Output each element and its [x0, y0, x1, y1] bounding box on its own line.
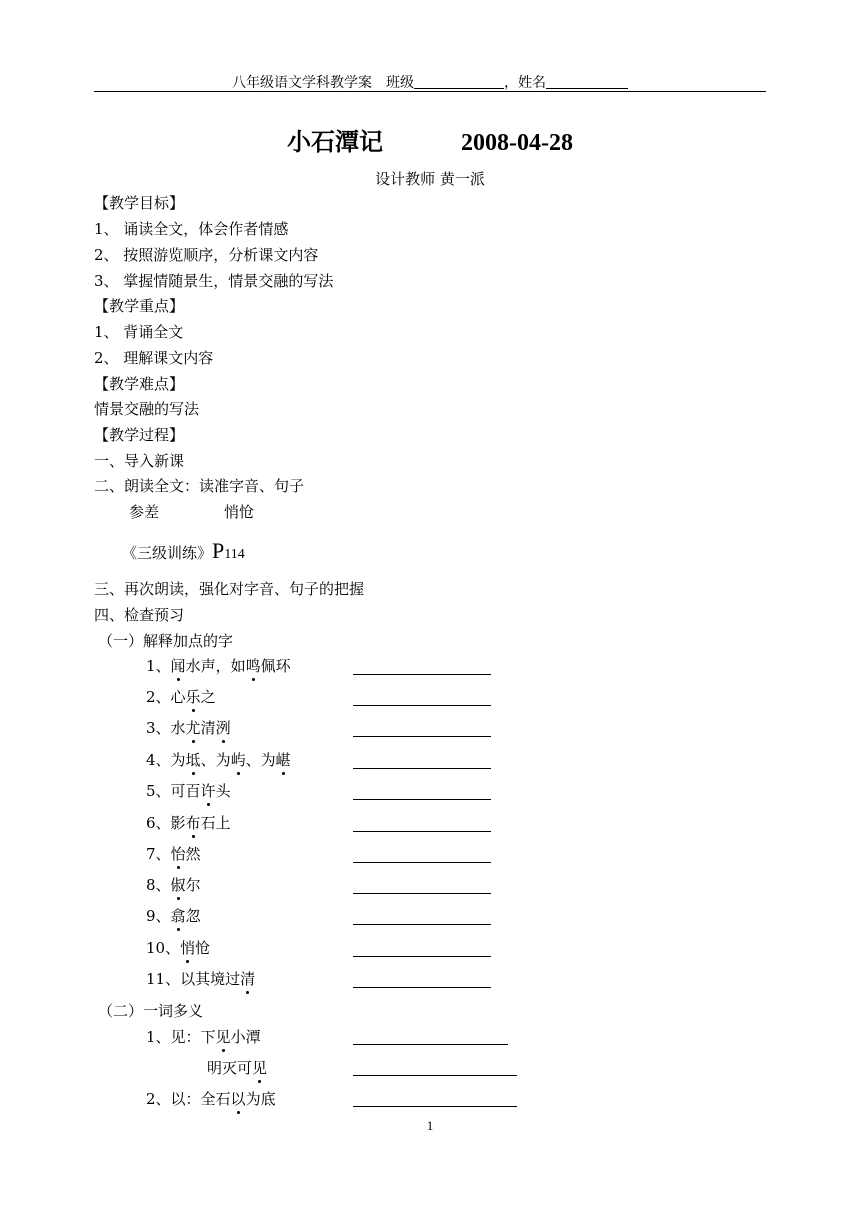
sub-heading-explain: （一）解释加点的字 [98, 632, 234, 650]
exercise-item: 2、心乐之 [146, 688, 216, 706]
exercise-item: 1、闻水声，如鸣佩环 [146, 657, 291, 675]
answer-line[interactable] [353, 1075, 517, 1076]
goal-item: 1、 诵读全文，体会作者情感 [94, 220, 289, 238]
answer-line[interactable] [353, 674, 491, 675]
difficult-heading: 【教学难点】 [94, 375, 185, 393]
answer-line[interactable] [353, 862, 491, 863]
page-number: 1 [426, 1118, 434, 1133]
answer-line[interactable] [353, 1044, 508, 1045]
answer-line[interactable] [353, 893, 491, 894]
reference-line [122, 538, 245, 565]
exercise-item: 10、悄怆 [146, 939, 211, 957]
difficult-text: 情景交融的写法 [94, 400, 200, 418]
step-reading: 二、朗读全文：读准字音、句子 [94, 477, 305, 495]
step-reread: 三、再次朗读，强化对字音、句子的把握 [94, 580, 365, 598]
key-item: 1、 背诵全文 [94, 323, 184, 341]
exercise-item: 4、为坻、为屿、为嵁 [146, 751, 291, 769]
process-heading: 【教学过程】 [94, 426, 185, 444]
header-mid: ，姓名 [504, 75, 546, 91]
page-title [0, 122, 860, 157]
word-cencī: 参差 [129, 503, 160, 521]
reference-book: 《三级训练》 [122, 544, 213, 562]
exercise-item: 9、翕忽 [146, 907, 201, 925]
exercise-item: 6、影布石上 [146, 814, 231, 832]
exercise-item: 11、以其境过清 [146, 970, 256, 988]
name-blank[interactable] [546, 74, 628, 89]
answer-line[interactable] [353, 831, 491, 832]
answer-line[interactable] [353, 799, 491, 800]
polysemy-item: 明灭可见 [207, 1059, 268, 1077]
exercise-item: 7、怡然 [146, 845, 201, 863]
step-preview: 四、检查预习 [94, 606, 185, 624]
title-date: 2008-04-28 [461, 130, 573, 156]
goal-item: 2、 按照游览顺序，分析课文内容 [94, 246, 319, 264]
step-intro: 一、导入新课 [94, 452, 185, 470]
key-heading: 【教学重点】 [94, 297, 185, 315]
polysemy-item: 1、见：下见小潭 [146, 1028, 261, 1046]
answer-line[interactable] [353, 705, 491, 706]
word-qiaochuang: 悄怆 [224, 503, 255, 521]
header-rule [94, 91, 766, 92]
designer-line: 设计教师 黄一派 [375, 170, 485, 188]
answer-line[interactable] [353, 736, 491, 737]
exercise-item: 3、水尤清洌 [146, 719, 231, 737]
key-item: 2、 理解课文内容 [94, 349, 214, 367]
sub-heading-polysemy: （二）一词多义 [98, 1002, 204, 1020]
exercise-item: 5、可百许头 [146, 782, 231, 800]
exercise-item: 8、俶尔 [146, 876, 201, 894]
goals-heading: 【教学目标】 [94, 194, 185, 212]
reference-p: P [212, 538, 225, 563]
answer-line[interactable] [353, 987, 491, 988]
title-main: 小石潭记 [287, 127, 383, 156]
polysemy-item: 2、以：全石以为底 [146, 1090, 276, 1108]
class-blank[interactable] [414, 74, 504, 89]
header-text: 八年级语文学科教学案 班级 [232, 75, 414, 91]
answer-line[interactable] [353, 768, 491, 769]
answer-line[interactable] [353, 956, 491, 957]
goal-item: 3、 掌握情随景生，情景交融的写法 [94, 272, 334, 290]
page-header [94, 72, 766, 92]
answer-line[interactable] [353, 924, 491, 925]
answer-line[interactable] [353, 1106, 517, 1107]
reference-page-number: 114 [224, 547, 245, 562]
